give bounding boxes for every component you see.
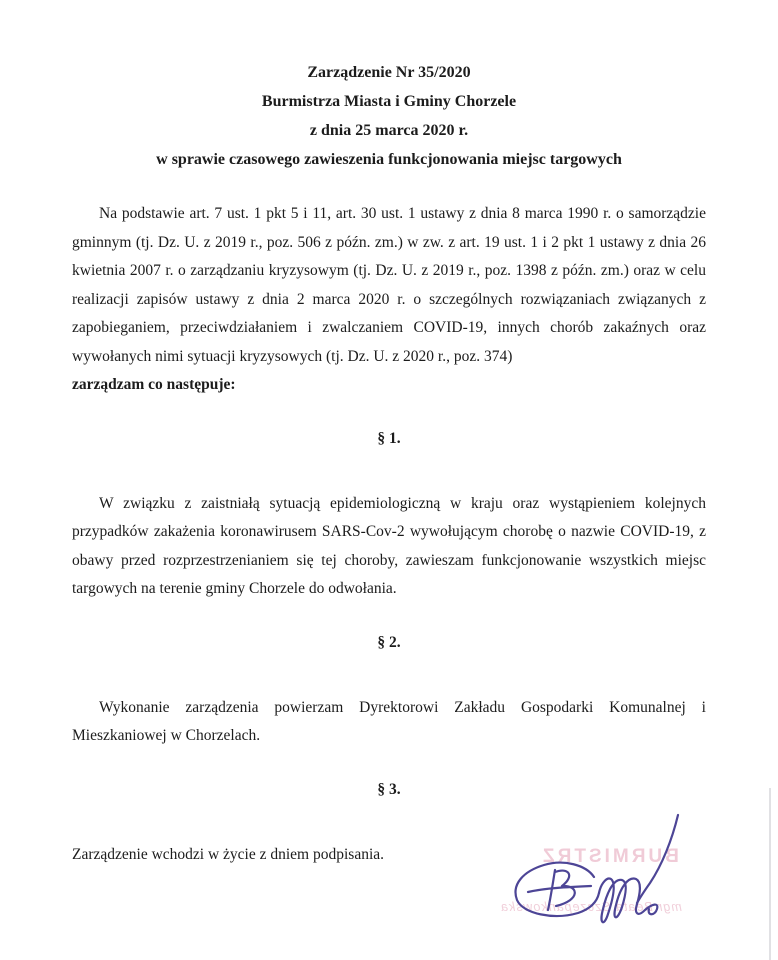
section-3-body: Zarządzenie wchodzi w życie z dniem podpisania. (72, 845, 385, 863)
stamp-burmistrz-text: BURMISTRZ (540, 846, 679, 867)
section-1-body: W związku z zaistniałą sytuacją epidemiologiczną w kraju oraz wystąpieniem kolejnych przypadków zakażenia koronawirusem SARS-Cov-2 wywołującym chorobę o nazwie COVID-19, z obawy przed rozprzestrzenianiem się tej choroby, zawieszam funkcjonowanie wszystkich miejsc targowych na terenie gminy Chorzele do odwołania. (72, 494, 706, 597)
signature-cross-stroke (528, 886, 591, 892)
signature-letter-b (548, 870, 555, 910)
ordinance-subject: w sprawie czasowego zawieszenia funkcjonowania miejsc targowych (156, 151, 622, 168)
section-2-heading: § 2. (377, 633, 401, 651)
ordinance-date: z dnia 25 marca 2020 r. (309, 122, 469, 139)
ordinance-number: Zarządzenie Nr 35/2020 (307, 64, 471, 81)
section-3-heading: § 3. (377, 780, 401, 798)
handwritten-signature-ink (498, 810, 718, 940)
signature-area (498, 810, 728, 945)
scan-edge-artifact (769, 788, 771, 960)
issuing-authority: Burmistrza Miasta i Gminy Chorzele (261, 93, 517, 110)
signature-flourish-stroke (637, 815, 678, 903)
section-1-heading: § 1. (377, 429, 401, 447)
document-header (72, 58, 706, 174)
preamble-closing: zarządzam co następuje: (72, 376, 236, 393)
section-2-body: Wykonanie zarządzenia powierzam Dyrektorowi Zakładu Gospodarki Komunalnej i Mieszkaniowej w Chorzelach. (72, 698, 706, 744)
preamble-paragraph: Na podstawie art. 7 ust. 1 pkt 5 i 11, art. 30 ust. 1 ustawy z dnia 8 marca 1990 r. o samorządzie gminnym (tj. Dz. U. z 2019 r., poz. 506 z późn. zm.) w zw. z art. 19 ust. 1 i 2 pkt 1 ustawy z dnia 26 kwietnia 2007 r. o zarządzaniu kryzysowym (tj. Dz. U. z 2019 r., poz. 1398 z późn. zm.) oraz w celu realizacji zapisów ustawy z dnia 2 marca 2020 r. o szczególnych rozwiązaniach związanych z zapobieganiem, przeciwdziałaniem i zwalczaniem COVID-19, innych chorób zakaźnych oraz wywołanych nimi sytuacji kryzysowych (tj. Dz. U. z 2020 r., poz. 374) (72, 205, 706, 365)
stamp-name-text: mgr Beata Szczepankowska (500, 900, 682, 914)
